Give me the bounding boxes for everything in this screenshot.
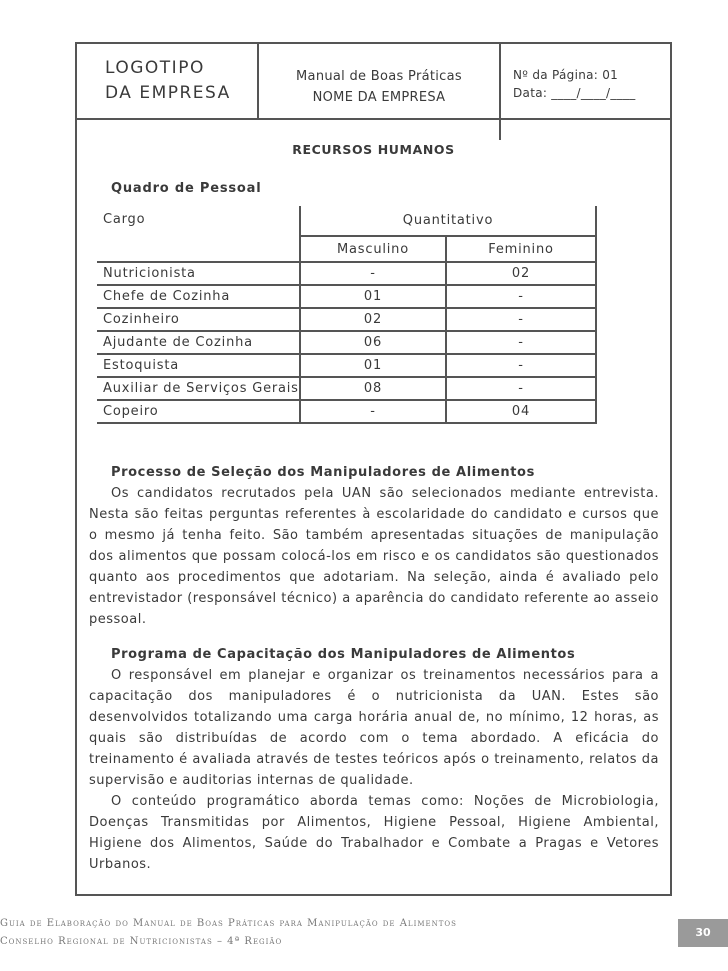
training-heading: Programa de Capacitação dos Manipuladores de Alimentos <box>111 647 576 662</box>
feminino-cell: - <box>446 308 596 331</box>
feminino-cell: - <box>446 331 596 354</box>
page-info-cell <box>501 44 682 140</box>
training-section <box>89 644 659 875</box>
feminino-cell: - <box>446 354 596 377</box>
feminino-cell: - <box>446 377 596 400</box>
selection-heading: Processo de Seleção dos Manipuladores de Alimentos <box>111 465 535 480</box>
training-paragraph-2: O conteúdo programático aborda temas como: Noções de Microbiologia, Doenças Transmitidas por Alimentos, Higiene Pessoal, Higiene Ambiental, Higiene dos Alimentos, Saúde do Trabalhador e Combate a Pragas e Vetores Urbanos. <box>89 794 659 872</box>
masculino-cell: 01 <box>300 285 446 308</box>
quantitativo-header: Quantitativo <box>300 206 596 236</box>
page-number-label: Nº da Página: 01 <box>513 68 619 82</box>
masculino-cell: - <box>300 262 446 285</box>
page-number-badge: 30 <box>678 919 728 947</box>
table-row <box>97 262 596 285</box>
staff-table-caption: Quadro de Pessoal <box>111 181 262 196</box>
cargo-header: Cargo <box>97 206 300 262</box>
table-row <box>97 400 596 423</box>
cargo-cell: Auxiliar de Serviços Gerais <box>97 377 300 400</box>
feminino-cell: - <box>446 285 596 308</box>
document-header <box>77 44 670 120</box>
section-title: RECURSOS HUMANOS <box>292 142 455 157</box>
table-header-row <box>97 206 596 236</box>
masculino-cell: 06 <box>300 331 446 354</box>
company-logo-placeholder <box>105 56 231 106</box>
table-row <box>97 331 596 354</box>
staff-table <box>97 206 597 424</box>
selection-paragraph: Os candidatos recrutados pela UAN são selecionados mediante entrevista. Nesta são feitas perguntas referentes à escolaridade do candidato e cursos que o mesmo já tenha feito. São também apresentadas situações de manipulação dos alimentos que possam colocá-los em risco e os candidatos são questionados quanto aos procedimentos que adotariam. Na seleção, ainda é avaliado pelo entrevistador (responsável técnico) a aparência do candidato referente ao asseio pessoal. <box>89 486 659 627</box>
training-paragraph-1: O responsável em planejar e organizar os treinamentos necessários para a capacitação dos manipuladores é o nutricionista da UAN. Estes são desenvolvidos totalizando uma carga horária anual de, no mínimo, 12 horas, as quais são distribuídas de acordo com o tema abordado. A eficácia do treinamento é avaliada através de testes teóricos após o treinamento, relatos da supervisão e auditorias internas de qualidade. <box>89 668 659 788</box>
manual-title-cell <box>259 44 501 140</box>
logo-cell <box>77 44 259 118</box>
cargo-cell: Chefe de Cozinha <box>97 285 300 308</box>
logo-line-2: DA EMPRESA <box>105 83 231 103</box>
cargo-cell: Nutricionista <box>97 262 300 285</box>
table-row <box>97 354 596 377</box>
document-frame <box>75 42 672 896</box>
date-label: Data: ____/____/____ <box>513 86 636 100</box>
footer-council-name: Conselho Regional de Nutricionistas – 4ª Região <box>0 936 283 947</box>
masculino-header: Masculino <box>300 236 446 262</box>
manual-title: Manual de Boas Práticas <box>296 69 462 84</box>
footer-guide-title: Guia de Elaboração do Manual de Boas Práticas para Manipulação de Alimentos <box>0 918 457 929</box>
table-row <box>97 308 596 331</box>
cargo-cell: Cozinheiro <box>97 308 300 331</box>
table-row <box>97 377 596 400</box>
feminino-header: Feminino <box>446 236 596 262</box>
cargo-cell: Estoquista <box>97 354 300 377</box>
cargo-cell: Ajudante de Cozinha <box>97 331 300 354</box>
masculino-cell: 02 <box>300 308 446 331</box>
company-name: NOME DA EMPRESA <box>312 90 446 105</box>
selection-section <box>89 462 659 630</box>
masculino-cell: - <box>300 400 446 423</box>
cargo-cell: Copeiro <box>97 400 300 423</box>
feminino-cell: 02 <box>446 262 596 285</box>
page-footer <box>0 915 457 951</box>
masculino-cell: 01 <box>300 354 446 377</box>
feminino-cell: 04 <box>446 400 596 423</box>
table-row <box>97 285 596 308</box>
logo-line-1: LOGOTIPO <box>105 58 205 78</box>
masculino-cell: 08 <box>300 377 446 400</box>
